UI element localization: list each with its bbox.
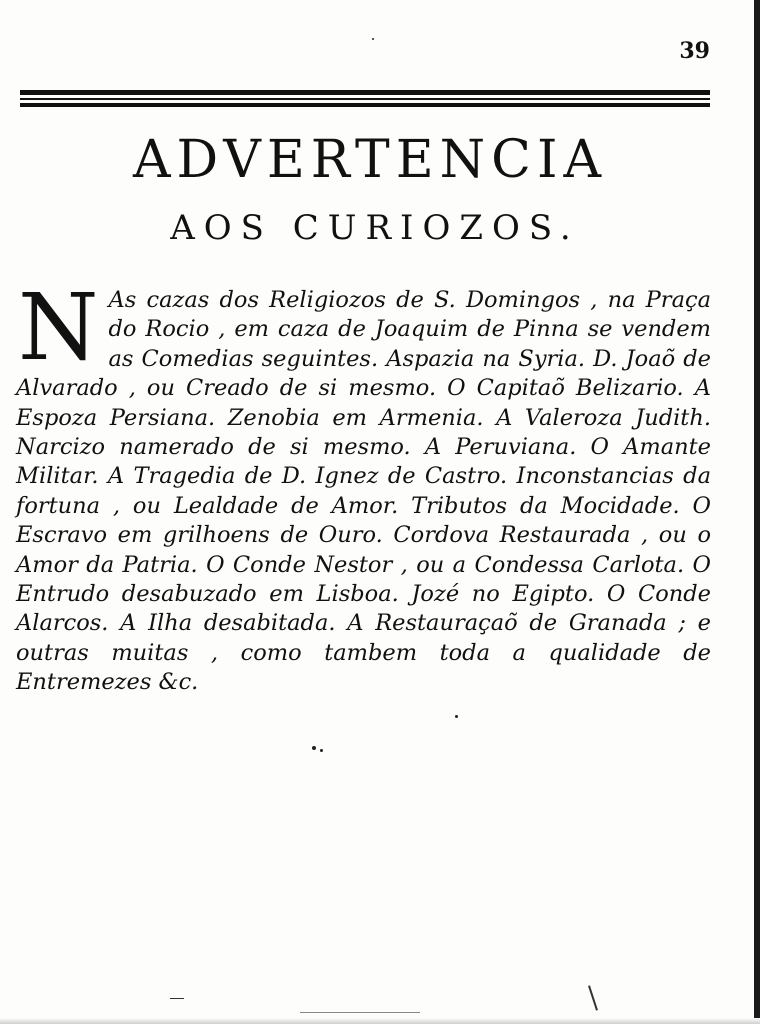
header-rule	[20, 90, 710, 106]
ink-speck	[372, 38, 374, 40]
header-rule-thin	[20, 98, 710, 100]
drop-cap: N	[18, 274, 99, 381]
page-subtitle: AOS CURIOZOS.	[170, 208, 580, 248]
body-text: As cazas dos Religiozos de S. Domingos , na Praça do Rocio , em caza de Joaquim de Pinna se vendem as Comedias seguintes. Aspazia na Syria. D. Joaõ de Alvarado , ou Creado de si mesmo. O Capitaõ Belizario. A Espoza Persiana. Zenobia em Armenia. A Valeroza Judith. Narcizo namerado de si mesmo. A Peruviana. O Amante Militar. A Tragedia de D. Ignez de Castro. Inconstancias da fortuna , ou Lealdade de Amor. Tributos da Mocidade. O Escravo em grilhoens de Ouro. Cordova Restaurada , ou o Amor da Patria. O Conde Nestor , ou a Condessa Carlota. O Entrudo desabuzado em Lisboa. Jozé no Egipto. O Conde Alarcos. A Ilha desabitada. A Restauraçaõ de Granada ; e outras muitas , como tambem toda a qualidade de Entremezes &c.	[16, 287, 711, 696]
header-rule-thick	[20, 90, 710, 95]
page-scratch	[588, 985, 598, 1010]
page-bottom-edge	[0, 1018, 760, 1024]
body-paragraph	[16, 274, 711, 698]
page-scratch	[300, 1012, 420, 1013]
page-edge-shadow	[754, 0, 760, 1024]
page-number: 39	[679, 38, 710, 64]
page-scratch	[170, 998, 184, 999]
header-rule-thick-lower	[20, 103, 710, 107]
page-title: ADVERTENCIA	[132, 130, 608, 190]
ink-speck	[312, 746, 316, 750]
ink-speck	[455, 715, 458, 718]
ink-speck	[320, 749, 323, 752]
